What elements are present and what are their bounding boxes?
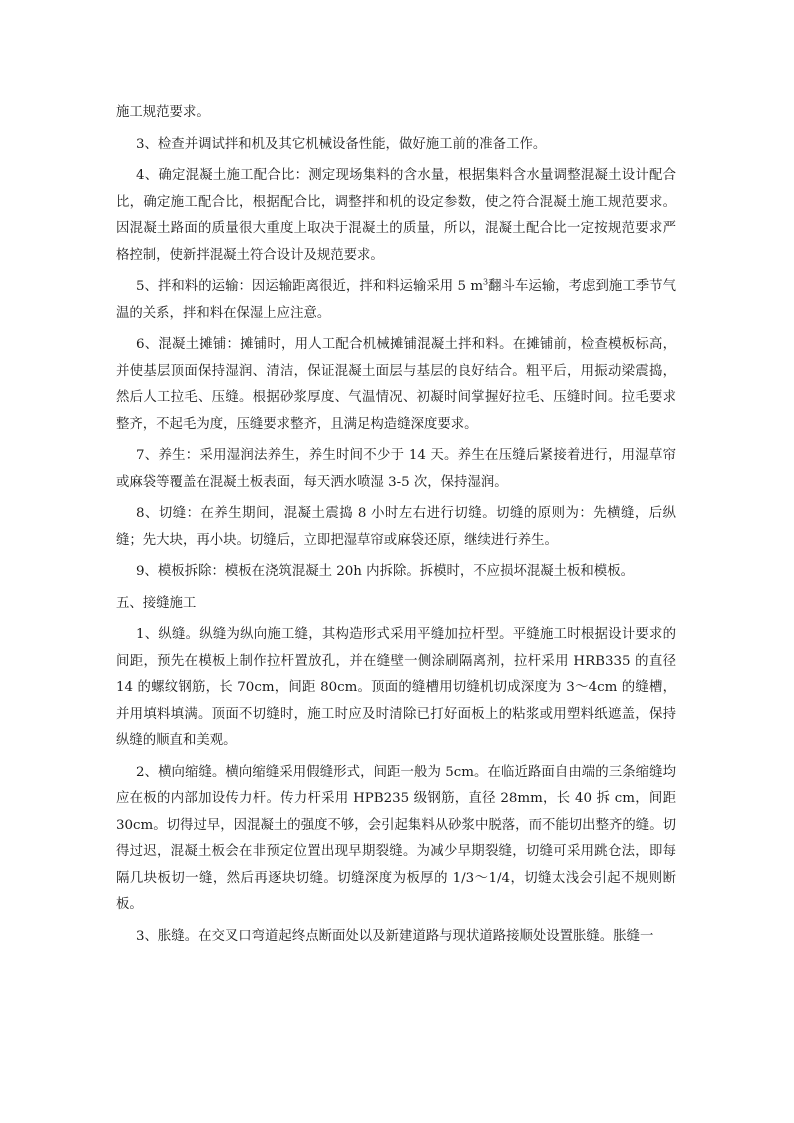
paragraph-item-5-part2: 翻斗车运输，考虑到施工季节气温的关系，拌和料在保湿上应注意。 [116,279,676,321]
paragraph-longitudinal-joint: 1、纵缝。纵缝为纵向施工缝，其构造形式采用平缝加拉杆型。平缝施工时根据设计要求的间距，预先在模板上制作拉杆置放孔，并在缝壁一侧涂刷隔离剂，拉杆采用 HRB335 的直径 14 的螺纹钢筋，长 70cm，间距 80cm。顶面的缝槽用切缝机切成深度为 3～4cm 的缝槽，并用填料填满。顶面不切缝时，施工时应及时清除已打好面板上的粘浆或用塑料纸遮盖，保持纵缝的顺直和美观。 [116,627,676,748]
paragraph-expansion-joint: 3、胀缝。在交叉口弯道起终点断面处以及新建道路与现状道路接顺处设置胀缝。胀缝一 [136,928,654,944]
paragraph-transverse-joint: 2、横向缩缝。横向缩缝采用假缝形式，间距一般为 5cm。在临近路面自由端的三条缩缝均应在板的内部加设传力杆。传力杆采用 HPB235 级钢筋，直径 28mm，长 40 拆 cm，间距 30cm。切得过早，因混凝土的强度不够，会引起集料从砂浆中脱落，而不能切出整齐的缝。切得过迟，混凝土板会在非预定位置出现早期裂缝。为减少早期裂缝，切缝可采用跳仓法，即每隔几块板切一缝，然后再逐块切缝。切缝深度为板厚的 1/3～1/4，切缝太浅会引起不规则断板。 [116,764,676,912]
paragraph-continuation: 施工规范要求。 [116,105,210,120]
paragraph-item-5 [116,274,676,327]
paragraph-item-8: 8、切缝：在养生期间，混凝土震捣 8 小时左右进行切缝。切缝的原则为：先横缝，后纵缝；先大块，再小块。切缝后，立即把湿草帘或麻袋还原，继续进行养生。 [116,506,676,548]
paragraph-item-7: 7、养生：采用湿润法养生，养生时间不少于 14 天。养生在压缝后紧接着进行，用湿草帘或麻袋等覆盖在混凝土板表面，每天洒水喷湿 3-5 次，保持湿润。 [116,448,676,490]
paragraph-item-9: 9、模板拆除：模板在浇筑混凝土 20h 内拆除。拆模时，不应损坏混凝土板和模板。 [136,564,634,579]
document-body [116,100,676,950]
paragraph-item-3: 3、检查并调试拌和机及其它机械设备性能，做好施工前的准备工作。 [136,136,547,152]
section-heading-joints: 五、接缝施工 [116,595,197,611]
cubic-superscript: 3 [483,277,489,287]
paragraph-item-5-part1: 5、拌和料的运输：因运输距离很近，拌和料运输采用 5 m [136,279,484,294]
paragraph-item-6: 6、混凝土摊铺：摊铺时，用人工配合机械摊铺混凝土拌和料。在摊铺前，检查模板标高，并使基层顶面保持湿润、清洁，保证混凝土面层与基层的良好结合。粗平后，用振动梁震捣，然后人工拉毛、压缝。根据砂浆厚度、气温情况、初凝时间掌握好拉毛、压缝时间。拉毛要求整齐，不起毛为度，压缝要求整齐，且满足构造缝深度要求。 [116,337,676,432]
paragraph-item-4: 4、确定混凝土施工配合比：测定现场集料的含水量，根据集料含水量调整混凝土设计配合比，确定施工配合比，根据配合比，调整拌和机的设定参数，使之符合混凝土施工规范要求。因混凝土路面的质量很大重度上取决于混凝土的质量，所以，混凝土配合比一定按规范要求严格控制，使新拌混凝土符合设计及规范要求。 [116,168,676,263]
